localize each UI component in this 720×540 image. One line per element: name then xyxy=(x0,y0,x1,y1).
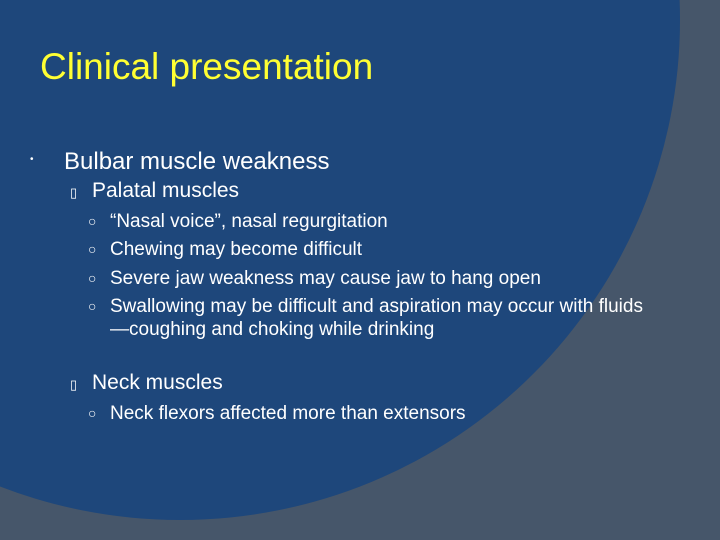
sub-heading-label: Neck muscles xyxy=(92,371,223,394)
circle-bullet-icon: ○ xyxy=(88,241,97,257)
list-item xyxy=(88,267,658,290)
hollow-square-icon: ▯ xyxy=(70,185,78,200)
list-item xyxy=(88,238,658,261)
hollow-square-icon: ▯ xyxy=(70,377,78,392)
list-item-text: Neck flexors affected more than extensors xyxy=(110,403,466,424)
bullet-dot-icon: • xyxy=(30,154,34,166)
circle-bullet-icon: ○ xyxy=(88,213,97,229)
list-item xyxy=(88,295,658,341)
sub-heading-palatal xyxy=(70,179,239,203)
circle-bullet-icon: ○ xyxy=(88,405,97,421)
bullet-text: Bulbar muscle weakness xyxy=(64,148,330,175)
circle-bullet-icon: ○ xyxy=(88,298,97,314)
list-item-text: Chewing may become difficult xyxy=(110,239,363,260)
list-item xyxy=(88,402,658,425)
sub-heading-label: Palatal muscles xyxy=(92,179,240,202)
sub-heading-neck xyxy=(70,371,223,395)
list-item-text: “Nasal voice”, nasal regurgitation xyxy=(110,211,388,232)
list-item xyxy=(88,210,658,233)
slide-title: Clinical presentation xyxy=(40,46,374,87)
list-item-text: Severe jaw weakness may cause jaw to hang open xyxy=(110,268,541,289)
list-item-text: Swallowing may be difficult and aspiration may occur with fluids—coughing and choking while drinking xyxy=(110,296,643,340)
bullet-bulbar-weakness xyxy=(30,148,329,176)
circle-bullet-icon: ○ xyxy=(88,270,97,286)
